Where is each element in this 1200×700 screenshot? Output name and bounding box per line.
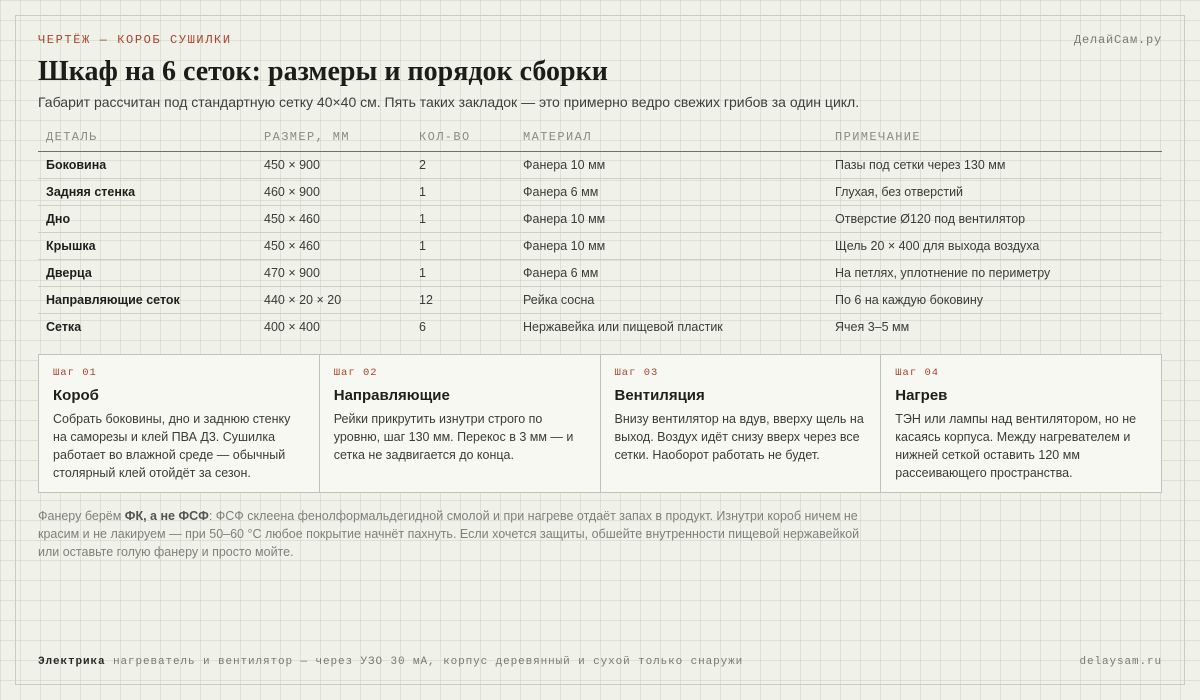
part-qty: 2 [411, 151, 515, 178]
step-card [39, 355, 320, 492]
part-material: Фанера 10 мм [515, 151, 827, 178]
part-size: 440 × 20 × 20 [256, 286, 411, 313]
part-name: Крышка [38, 232, 256, 259]
part-material: Нержавейка или пищевой пластик [523, 319, 723, 334]
column-header-material: МАТЕРИАЛ [515, 124, 827, 151]
footer [38, 656, 1162, 668]
part-name: Дно [38, 205, 256, 232]
step-title: Нагрев [895, 387, 948, 404]
step-text: Собрать боковины, дно и заднюю стенку на саморезы и клей ПВА Д3. Сушилка работает во влажной среде — обычный столярный клей отойдёт за сезон. [53, 412, 291, 480]
part-size: 450 × 460 [256, 205, 411, 232]
part-qty: 12 [411, 286, 515, 313]
site-name[interactable]: ДелайСам.ру [1073, 33, 1162, 47]
table-row [38, 286, 1162, 313]
table-row [38, 232, 1162, 259]
part-note: На петлях, уплотнение по периметру [827, 259, 1162, 286]
page-subtitle: Габарит рассчитан под стандартную сетку 40×40 см. Пять таких закладок — это примерно ведро свежих грибов за один цикл. [38, 94, 860, 110]
footer-label: Электрика [38, 656, 106, 668]
footer-site[interactable]: delaysam.ru [1079, 656, 1162, 668]
part-qty: 1 [411, 232, 515, 259]
plywood-note [38, 507, 868, 561]
part-note: Пазы под сетки через 130 мм [827, 151, 1162, 178]
table-row [38, 178, 1162, 205]
step-number: Шаг 03 [614, 367, 659, 379]
part-size: 470 × 900 [256, 259, 411, 286]
part-name: Боковина [38, 151, 256, 178]
column-header-note: ПРИМЕЧАНИЕ [827, 124, 1162, 151]
note-body: : ФСФ склеена фенолформальдегидной смолой и при нагреве отдаёт запах в продукт. Изнутри короб ничем не красим и не лакируем — при 50–60 °C любое покрытие начнёт пахнуть. Если хочется защиты, обшейте внутренности пищевой нержавейкой или оставьте голую фанеру и просто мойте. [38, 509, 860, 559]
step-number: Шаг 04 [895, 367, 940, 379]
step-text: Рейки прикрутить изнутри строго по уровню, шаг 130 мм. Перекос в 3 мм — и сетка не задвигается до конца. [333, 412, 574, 462]
part-material: Фанера 6 мм [515, 259, 827, 286]
part-size: 400 × 400 [264, 319, 320, 334]
top-bar [38, 33, 1162, 47]
step-title: Короб [53, 387, 99, 404]
part-note: Глухая, без отверстий [827, 178, 1162, 205]
footer-electrics [38, 656, 743, 668]
part-material: Фанера 10 мм [515, 205, 827, 232]
table-header-row [38, 124, 1162, 151]
page-frame [15, 15, 1185, 685]
step-text: Внизу вентилятор на вдув, вверху щель на выход. Воздух идёт снизу вверх через все сетки. Наоборот работать не будет. [614, 412, 864, 462]
assembly-steps [38, 354, 1162, 493]
part-size: 450 × 900 [256, 151, 411, 178]
part-qty: 1 [411, 205, 515, 232]
step-number: Шаг 01 [53, 367, 97, 379]
part-size: 460 × 900 [256, 178, 411, 205]
part-size: 450 × 460 [256, 232, 411, 259]
step-card [601, 355, 882, 492]
note-emphasis: ФК, а не ФСФ [124, 509, 209, 523]
step-text: ТЭН или лампы над вентилятором, но не касаясь корпуса. Между нагревателем и нижней сеткой оставить 120 мм рассеивающего пространства. [895, 412, 1137, 480]
table-row [38, 313, 1162, 340]
part-note: Щель 20 × 400 для выхода воздуха [827, 232, 1162, 259]
part-qty: 6 [419, 319, 426, 334]
table-row [38, 205, 1162, 232]
footer-text: нагреватель и вентилятор — через УЗО 30 мА, корпус деревянный и сухой только снаружи [105, 656, 744, 668]
part-note: Отверстие Ø120 под вентилятор [827, 205, 1162, 232]
part-name: Дверца [38, 259, 256, 286]
part-material: Рейка сосна [515, 286, 827, 313]
part-material: Фанера 6 мм [515, 178, 827, 205]
step-title: Направляющие [333, 387, 450, 404]
table-row [38, 151, 1162, 178]
step-number: Шаг 02 [333, 367, 378, 379]
column-header-qty: КОЛ-ВО [411, 124, 515, 151]
step-title: Вентиляция [614, 387, 705, 404]
part-name: Направляющие сеток [38, 286, 256, 313]
page-title: Шкаф на 6 сеток: размеры и порядок сборки [38, 56, 608, 87]
parts-table [38, 124, 1162, 340]
table-row [38, 259, 1162, 286]
part-qty: 1 [411, 178, 515, 205]
part-name: Задняя стенка [38, 178, 256, 205]
section-kicker: ЧЕРТЁЖ — КОРОБ СУШИЛКИ [38, 33, 232, 47]
part-note: По 6 на каждую боковину [827, 286, 1162, 313]
part-material: Фанера 10 мм [515, 232, 827, 259]
part-note: Ячея 3–5 мм [835, 319, 910, 334]
part-qty: 1 [411, 259, 515, 286]
part-name: Сетка [46, 319, 82, 334]
note-prefix: Фанеру берём [38, 509, 125, 523]
step-card [320, 355, 601, 492]
step-card [881, 355, 1161, 492]
column-header-part: ДЕТАЛЬ [38, 124, 256, 151]
column-header-size: РАЗМЕР, ММ [256, 124, 411, 151]
